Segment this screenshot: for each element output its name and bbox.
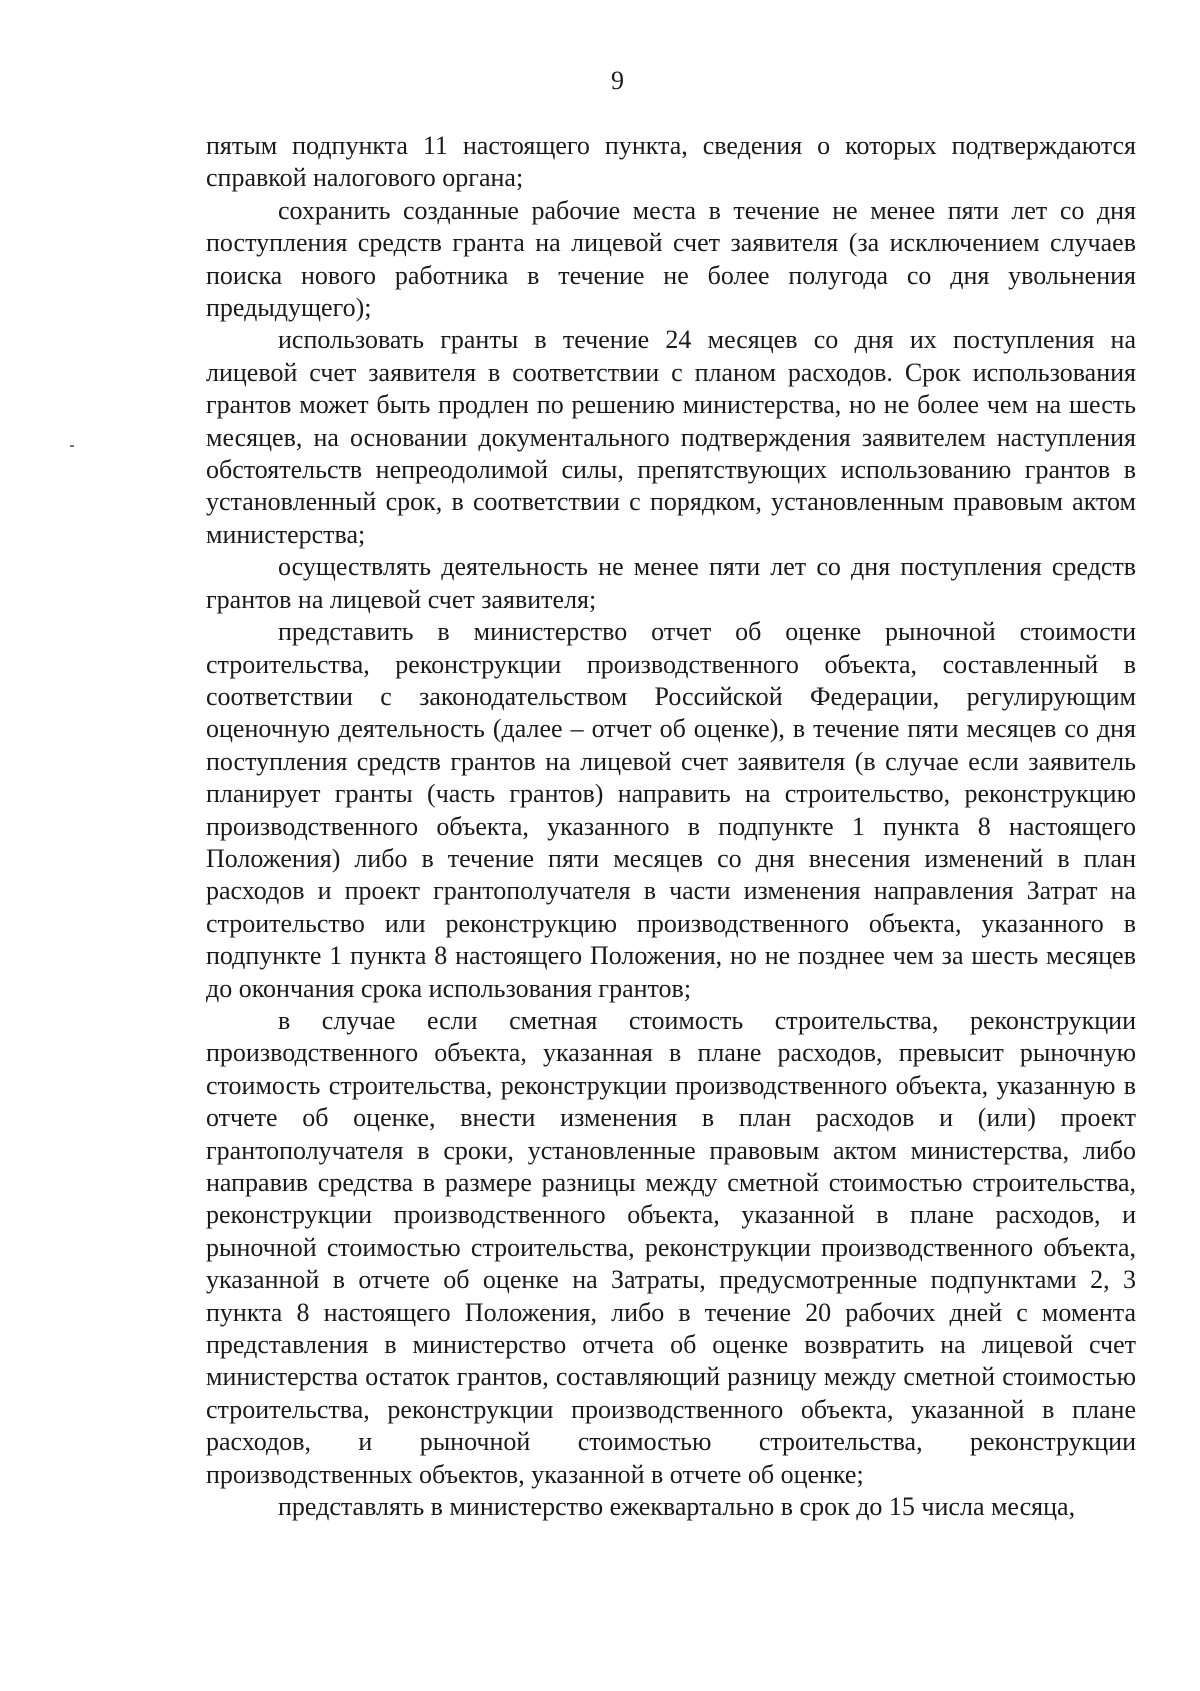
- page-number: 9: [611, 66, 624, 95]
- paragraph-use-grants: использовать гранты в течение 24 месяцев со дня их поступления на лицевой счет заявителя в соответствии с планом расходов. Срок использования грантов может быть продлен по решению министерства, но не более чем на шесть месяцев, на основании документального подтверждения заявителем наступления обстоятельств непреодолимой силы, препятствующих использованию грантов в установленный срок, в соответствии с порядком, установленным правовым актом министерства;: [206, 325, 1136, 549]
- paragraph-cost-difference: в случае если сметная стоимость строительства, реконструкции производственного объекта, указанная в плане расходов, превысит рыночную стоимость строительства, реконструкции производственного объекта, указанную в отчете об оценке, внести изменения в план расходов и (или) проект грантополучателя в сроки, установленные правовым актом министерства, либо направив средства в размере разницы между сметной стоимостью строительства, реконструкции производственного объекта, указанной в плане расходов, и рыночной стоимостью строительства, реконструкции производственного объекта, указанной в отчете об оценке на Затраты, предусмотренные подпунктами 2, 3 пункта 8 настоящего Положения, либо в течение 20 рабочих дней с момента представления в министерство отчета об оценке возвратить на лицевой счет министерства остаток грантов, составляющий разницу между сметной стоимостью строительства, реконструкции производственного объекта, указанной в плане расходов, и рыночной стоимостью строительства, реконструкции производственных объектов, указанной в отчете об оценке;: [206, 1005, 1136, 1489]
- paragraph-valuation-report: представить в министерство отчет об оценке рыночной стоимости строительства, реконструкции производственного объекта, составленный в соответствии с законодательством Российской Федерации, регулирующим оценочную деятельность (далее – отчет об оценке), в течение пяти месяцев со дня поступления средств грантов на лицевой счет заявителя (в случае если заявитель планирует гранты (часть грантов) направить на строительство, реконструкцию производственного объекта, указанного в подпункте 1 пункта 8 настоящего Положения) либо в течение пяти месяцев со дня внесения изменений в план расходов и проект грантополучателя в части изменения направления Затрат на строительство или реконструкцию производственного объекта, указанного в подпункте 1 пункта 8 настоящего Положения, но не позднее чем за шесть месяцев до окончания срока использования грантов;: [206, 617, 1136, 1003]
- paragraph-keep-jobs: сохранить созданные рабочие места в течение не менее пяти лет со дня поступления средств гранта на лицевой счет заявителя (за исключением случаев поиска нового работника в течение не более полугода со дня увольнения предыдущего);: [206, 195, 1136, 323]
- scan-speck: [70, 445, 74, 447]
- paragraph-quarterly-report: представлять в министерство ежеквартально в срок до 15 числа месяца,: [278, 1492, 1076, 1522]
- paragraph-continuation: пятым подпункта 11 настоящего пункта, сведения о которых подтверждаются справкой налогового органа;: [206, 131, 1136, 193]
- document-body: [206, 130, 1136, 1523]
- paragraph-conduct-activity: осуществлять деятельность не менее пяти лет со дня поступления средств грантов на лицевой счет заявителя;: [206, 552, 1136, 614]
